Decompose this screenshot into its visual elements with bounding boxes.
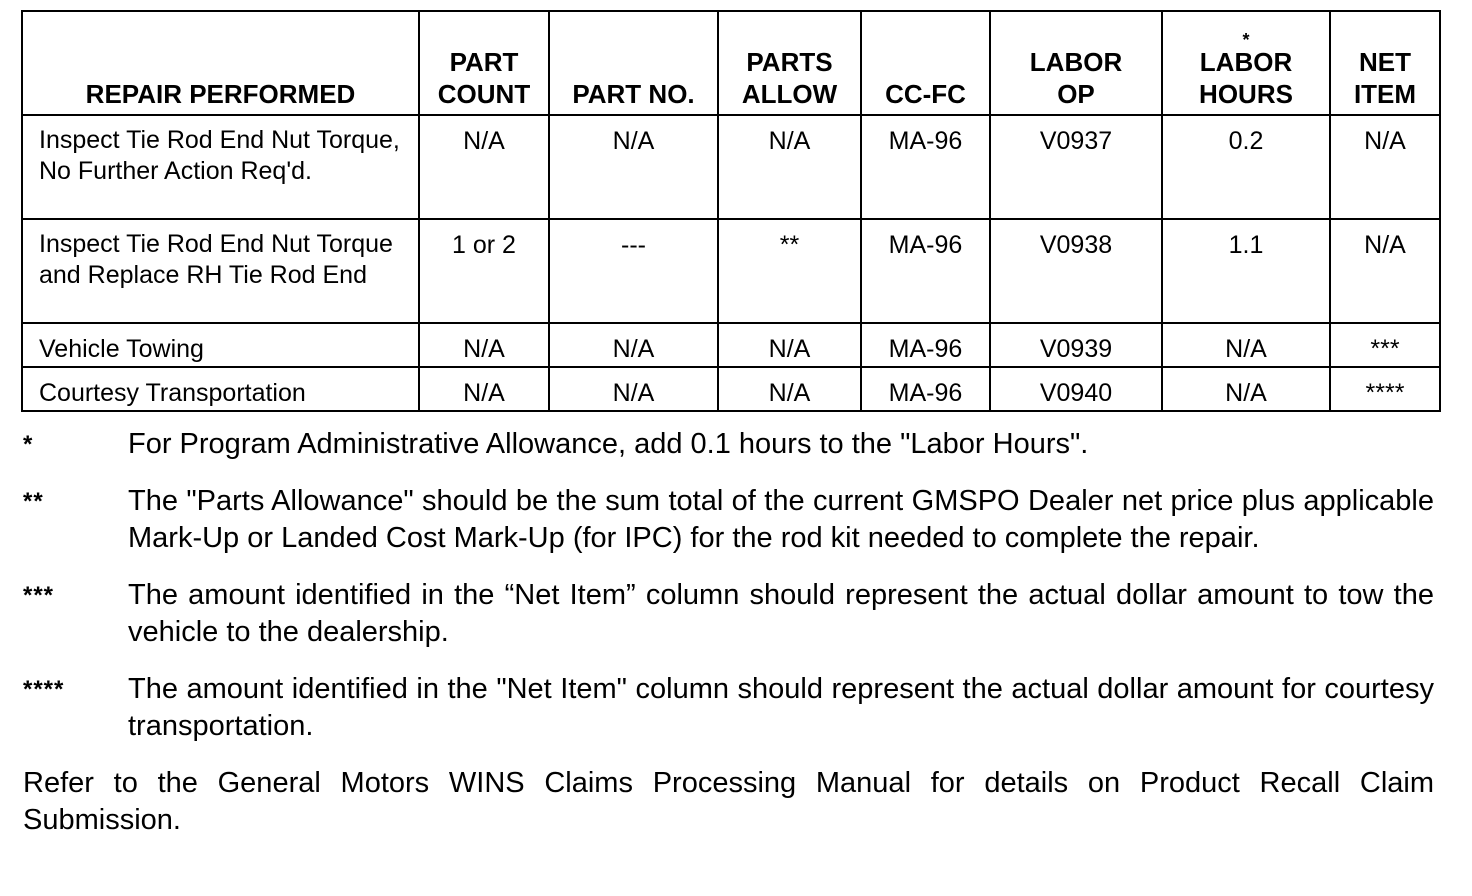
cell-part-count: N/A	[419, 367, 549, 411]
cell-labor-hours: 0.2	[1162, 115, 1330, 219]
cell-parts-allow: **	[718, 219, 861, 323]
cell-parts-allow: N/A	[718, 367, 861, 411]
cell-cc-fc: MA-96	[861, 115, 990, 219]
footnotes-section	[23, 426, 1434, 839]
header-part-count-line2: COUNT	[437, 79, 531, 109]
cell-repair-performed: Inspect Tie Rod End Nut Torque, No Further Action Req'd.	[22, 115, 419, 219]
cell-labor-hours: 1.1	[1162, 219, 1330, 323]
footnote-text: For Program Administrative Allowance, add 0.1 hours to the "Labor Hours".	[128, 428, 1089, 460]
cell-labor-op: V0939	[990, 323, 1162, 367]
header-labor-hours-line1: LABOR	[1199, 47, 1293, 77]
cell-parts-allow: N/A	[718, 323, 861, 367]
footnote-text: The "Parts Allowance" should be the sum total of the current GMSPO Dealer net price plus applicable Mark-Up or Landed Cost Mark-Up (for IPC) for the rod kit needed to complete the repair.	[128, 485, 1434, 554]
header-net-item	[1330, 11, 1440, 115]
footnote-text: The amount identified in the "Net Item" column should represent the actual dollar amount for courtesy transportation.	[128, 673, 1434, 742]
header-parts-allow-line1: PARTS	[746, 47, 833, 77]
header-part-count	[419, 11, 549, 115]
header-net-item-line2: ITEM	[1353, 79, 1417, 109]
footnote-mark: **	[23, 488, 44, 515]
cell-cc-fc: MA-96	[861, 323, 990, 367]
cell-repair-performed: Inspect Tie Rod End Nut Torque and Replace RH Tie Rod End	[22, 219, 419, 323]
footnote-mark: ****	[23, 676, 65, 703]
table-row	[22, 323, 1440, 367]
header-labor-hours-footnote-mark: *	[1242, 30, 1250, 50]
header-labor-op-line1: LABOR	[1029, 47, 1123, 77]
table-header-row	[22, 11, 1440, 115]
cell-part-count: N/A	[419, 115, 549, 219]
cell-part-no: N/A	[549, 367, 718, 411]
cell-repair-performed: Courtesy Transportation	[22, 367, 419, 411]
cell-part-no: N/A	[549, 115, 718, 219]
repair-claims-table	[21, 10, 1441, 412]
cell-part-no: N/A	[549, 323, 718, 367]
cell-labor-hours: N/A	[1162, 367, 1330, 411]
closing-paragraph: Refer to the General Motors WINS Claims Processing Manual for details on Product Recall Claim Submission.	[23, 767, 1434, 836]
header-parts-allow-line2: ALLOW	[741, 79, 838, 109]
table-row	[22, 115, 1440, 219]
header-labor-hours	[1162, 11, 1330, 115]
cell-part-count: N/A	[419, 323, 549, 367]
cell-part-no: ---	[549, 219, 718, 323]
header-part-no: PART NO.	[549, 11, 718, 115]
cell-labor-op: V0940	[990, 367, 1162, 411]
cell-part-count: 1 or 2	[419, 219, 549, 323]
header-parts-allow	[718, 11, 861, 115]
cell-net-item: N/A	[1330, 115, 1440, 219]
header-labor-op	[990, 11, 1162, 115]
header-part-count-line1: PART	[449, 47, 519, 77]
table-row	[22, 219, 1440, 323]
footnote-text: The amount identified in the “Net Item” column should represent the actual dollar amount to tow the vehicle to the dealership.	[128, 579, 1434, 648]
footnote	[23, 426, 1434, 463]
cell-labor-op: V0938	[990, 219, 1162, 323]
header-repair-performed: REPAIR PERFORMED	[22, 11, 419, 115]
header-labor-op-line2: OP	[1057, 79, 1095, 109]
cell-parts-allow: N/A	[718, 115, 861, 219]
cell-cc-fc: MA-96	[861, 219, 990, 323]
cell-labor-op: V0937	[990, 115, 1162, 219]
cell-net-item: ***	[1330, 323, 1440, 367]
footnote-mark: *	[23, 431, 34, 458]
table-row	[22, 367, 1440, 411]
header-cc-fc: CC-FC	[861, 11, 990, 115]
footnote-mark: ***	[23, 582, 55, 609]
cell-net-item: N/A	[1330, 219, 1440, 323]
footnote	[23, 483, 1434, 557]
header-net-item-line1: NET	[1359, 47, 1411, 77]
header-labor-hours-line2: HOURS	[1199, 79, 1293, 109]
cell-cc-fc: MA-96	[861, 367, 990, 411]
cell-net-item: ****	[1330, 367, 1440, 411]
cell-labor-hours: N/A	[1162, 323, 1330, 367]
footnote	[23, 577, 1434, 651]
cell-repair-performed: Vehicle Towing	[22, 323, 419, 367]
footnote	[23, 671, 1434, 745]
